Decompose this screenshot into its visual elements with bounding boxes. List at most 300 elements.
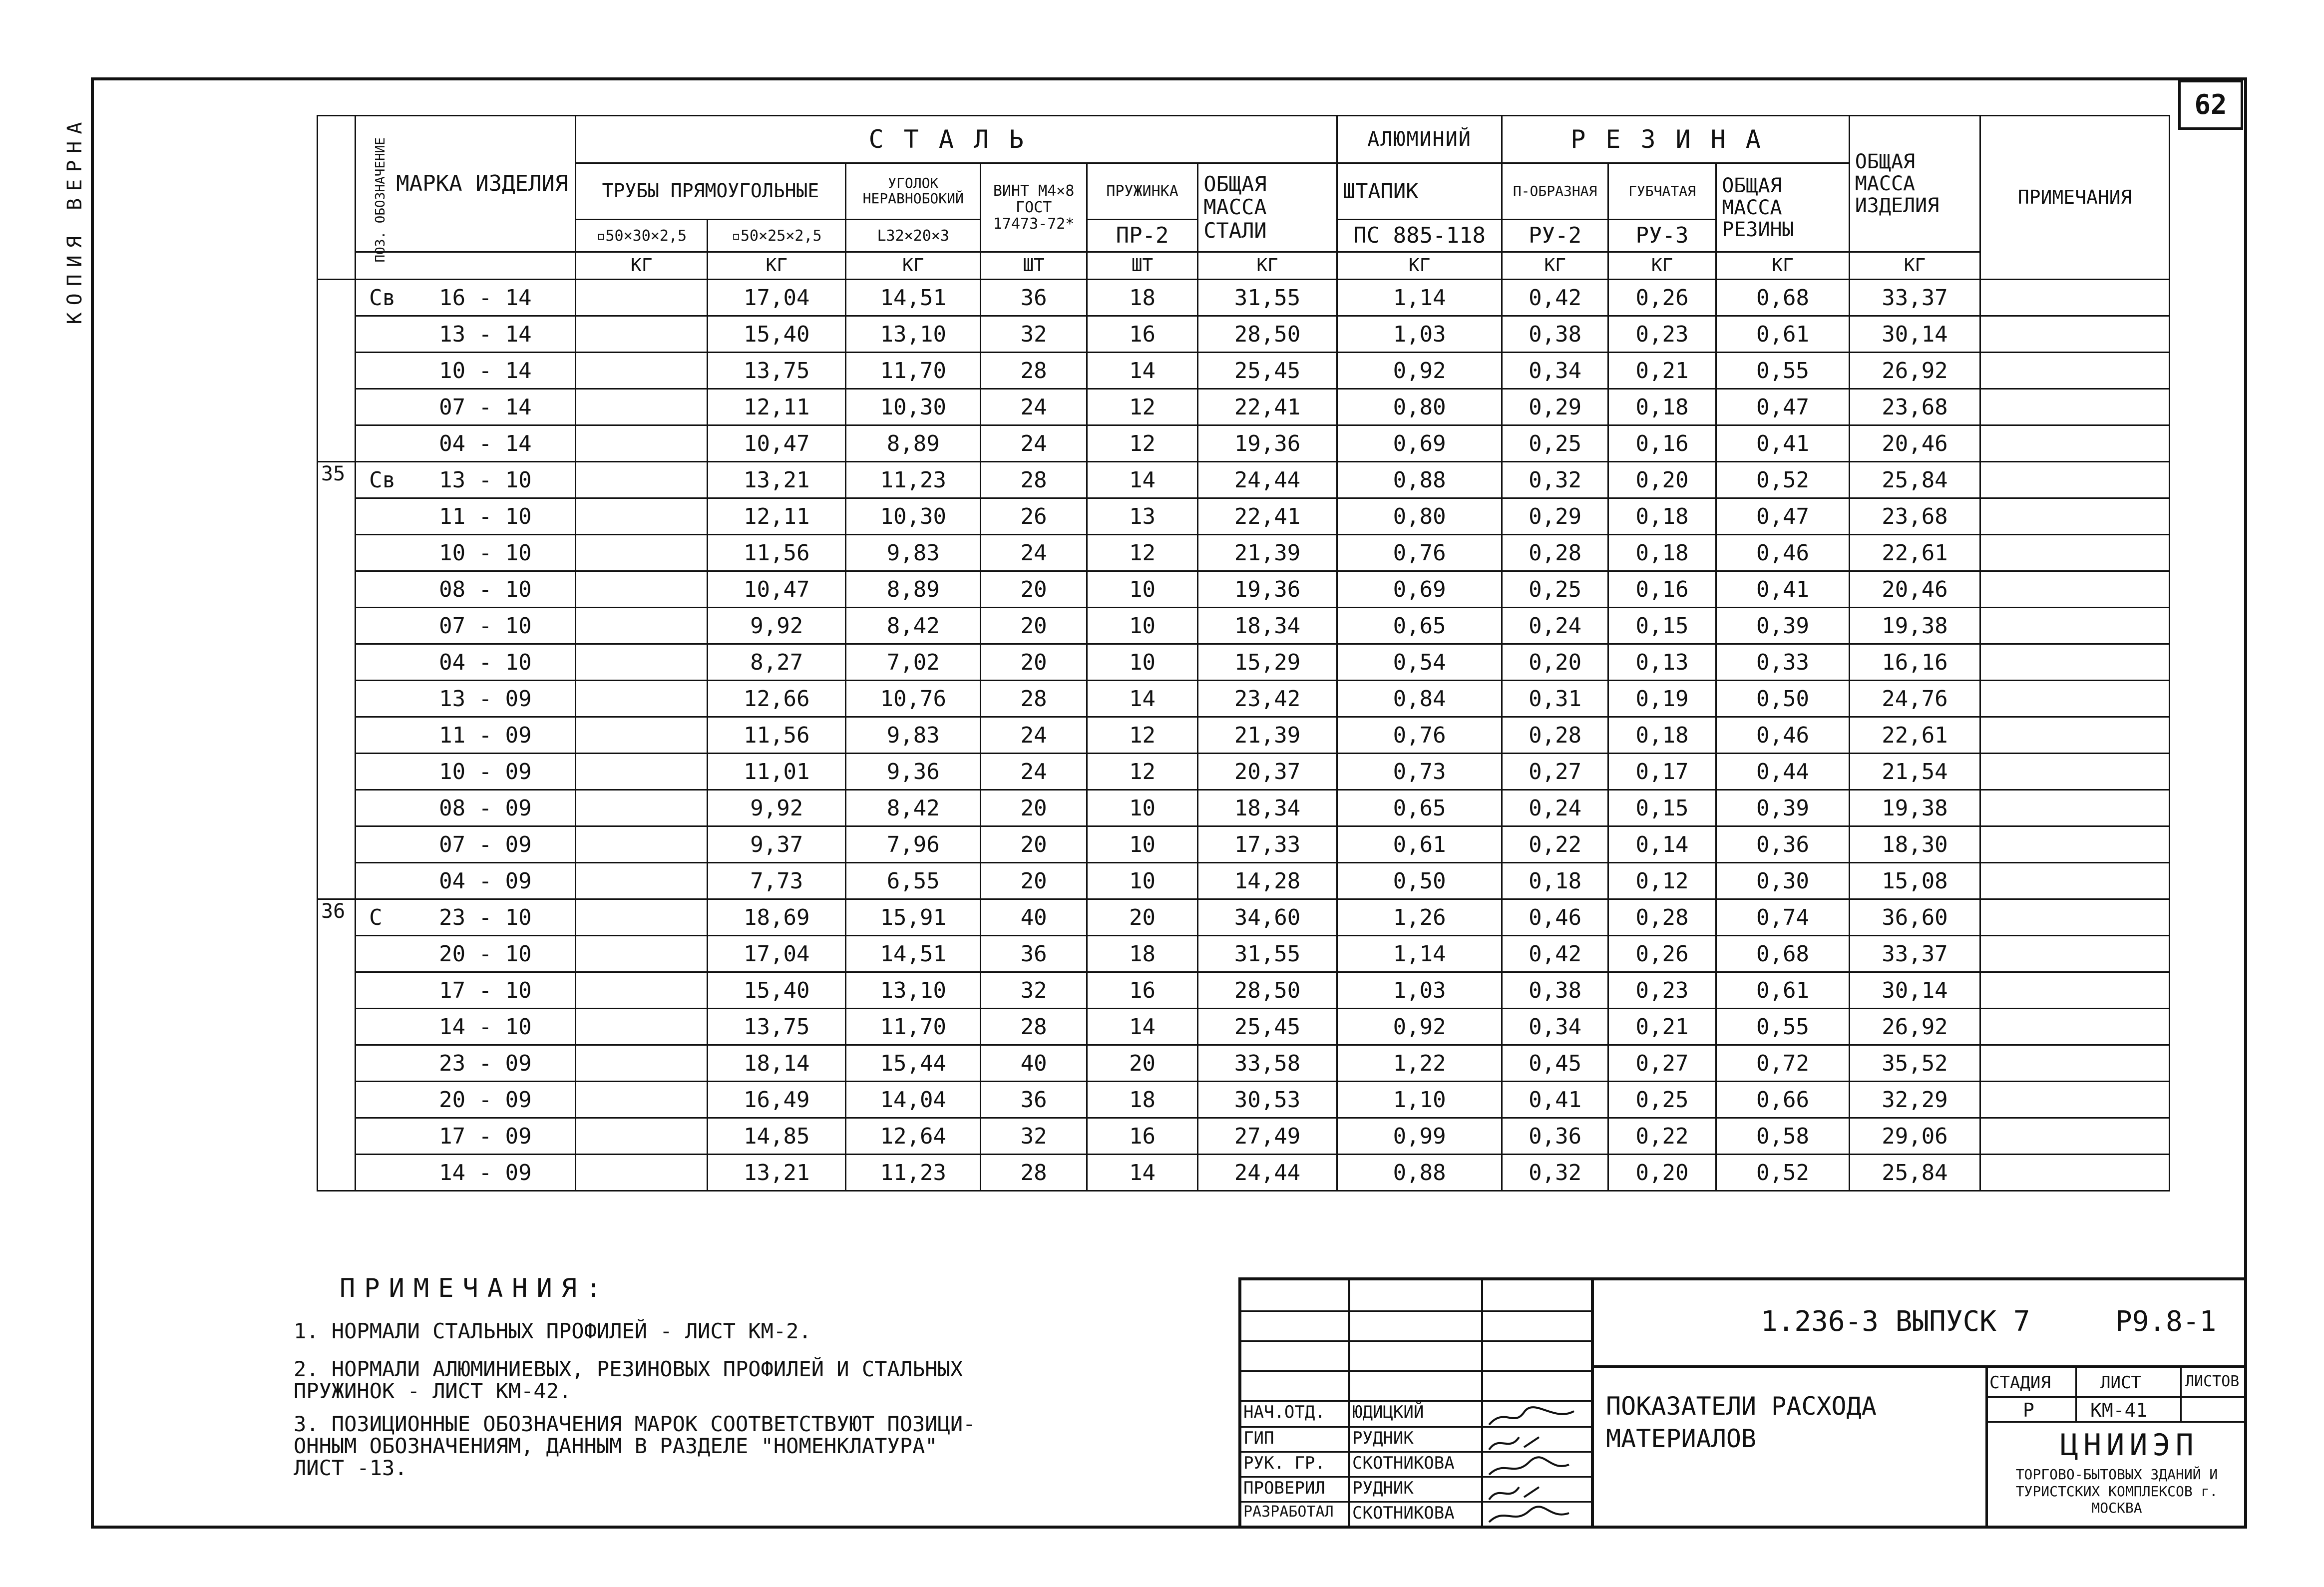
cell-angle: 9,36 (845, 754, 981, 790)
cell-rubber: 0,66 (1716, 1082, 1850, 1118)
cell-rubber: 0,55 (1716, 353, 1850, 389)
cell-alu: 0,69 (1337, 571, 1502, 608)
mark-code: 23 - 09 (439, 1050, 532, 1076)
mark-cell (356, 571, 576, 608)
mark-cell (356, 389, 576, 425)
cell-note (1980, 425, 2170, 462)
cell-total: 20,46 (1849, 425, 1980, 462)
cell-spring: 14 (1087, 1155, 1197, 1191)
cell-p1 (575, 936, 707, 972)
table-row (318, 681, 2170, 717)
mark-cell (356, 717, 576, 754)
cell-note (1980, 717, 2170, 754)
cell-spring: 16 (1087, 1118, 1197, 1155)
cell-note (1980, 972, 2170, 1009)
cell-spring: 16 (1087, 972, 1197, 1009)
doc-code: 1.236-3 ВЫПУСК 7 (1761, 1305, 2030, 1338)
sheet-label: ЛИСТ (2100, 1373, 2141, 1393)
cell-rubber: 0,50 (1716, 681, 1850, 717)
cell-rubber: 0,44 (1716, 754, 1850, 790)
unit: КГ (708, 252, 846, 280)
materials-table (317, 115, 2170, 1191)
cell-screw: 24 (981, 754, 1087, 790)
mark-code: 13 - 14 (439, 321, 532, 347)
cell-rubber: 0,30 (1716, 863, 1850, 899)
mark-cell (356, 316, 576, 353)
table-row (318, 280, 2170, 316)
cell-rubber: 0,36 (1716, 826, 1850, 863)
cell-alu: 0,76 (1337, 535, 1502, 571)
cell-ru2: 0,24 (1502, 608, 1608, 644)
cell-total: 18,30 (1849, 826, 1980, 863)
cell-screw: 28 (981, 681, 1087, 717)
mark-code: 07 - 14 (439, 394, 532, 420)
cell-ru3: 0,18 (1608, 389, 1716, 425)
name-group-lead: СКОТНИКОВА (1352, 1453, 1455, 1473)
org-name: ЦНИИЭП (2060, 1428, 2199, 1463)
stage-label: СТАДИЯ (1989, 1373, 2051, 1393)
cell-ru2: 0,22 (1502, 826, 1608, 863)
angle-size: L32×20×3 (845, 220, 981, 252)
cell-p1 (575, 1009, 707, 1045)
cell-ru2: 0,29 (1502, 498, 1608, 535)
cell-note (1980, 316, 2170, 353)
mark-code: 16 - 14 (439, 285, 532, 311)
note-item: 1. НОРМАЛИ СТАЛЬНЫХ ПРОФИЛЕЙ - ЛИСТ КМ-2. (294, 1319, 811, 1343)
cell-p2: 12,11 (708, 389, 846, 425)
cell-alu: 0,80 (1337, 389, 1502, 425)
cell-ru2: 0,18 (1502, 863, 1608, 899)
cell-p2: 15,40 (708, 972, 846, 1009)
cell-spring: 12 (1087, 389, 1197, 425)
cell-screw: 26 (981, 498, 1087, 535)
cell-p1 (575, 826, 707, 863)
cell-rubber: 0,39 (1716, 608, 1850, 644)
name-checked: РУДНИК (1352, 1478, 1414, 1498)
cell-steel: 18,34 (1198, 790, 1337, 826)
cell-angle: 10,30 (845, 389, 981, 425)
cell-total: 21,54 (1849, 754, 1980, 790)
cell-alu: 0,76 (1337, 717, 1502, 754)
cell-ru2: 0,42 (1502, 936, 1608, 972)
role-checked: ПРОВЕРИЛ (1243, 1478, 1325, 1498)
cell-p2: 12,66 (708, 681, 846, 717)
cell-total: 33,37 (1849, 280, 1980, 316)
cell-spring: 12 (1087, 717, 1197, 754)
cell-p2: 18,69 (708, 899, 846, 936)
cell-p2: 17,04 (708, 936, 846, 972)
mark-code: 08 - 09 (439, 795, 532, 821)
cell-p2: 9,92 (708, 608, 846, 644)
cell-spring: 12 (1087, 535, 1197, 571)
cell-screw: 24 (981, 717, 1087, 754)
cell-ru2: 0,29 (1502, 389, 1608, 425)
cell-steel: 23,42 (1198, 681, 1337, 717)
table-row (318, 936, 2170, 972)
cell-rubber: 0,41 (1716, 571, 1850, 608)
cell-ru3: 0,15 (1608, 608, 1716, 644)
table-row (318, 316, 2170, 353)
mark-prefix: С (369, 904, 383, 930)
mark-code: 17 - 09 (439, 1123, 532, 1149)
mark-cell (356, 1045, 576, 1082)
cell-ru3: 0,15 (1608, 790, 1716, 826)
unit: КГ (1608, 252, 1716, 280)
cell-spring: 10 (1087, 571, 1197, 608)
p-profile-header: П-ОБРАЗНАЯ (1502, 163, 1608, 220)
cell-spring: 20 (1087, 1045, 1197, 1082)
pipe1-size: ▫50×30×2,5 (575, 220, 707, 252)
mark-code: 04 - 10 (439, 649, 532, 675)
cell-p2: 15,40 (708, 316, 846, 353)
sheet-number: 62 (2178, 80, 2243, 130)
bead-header: ШТАПИК (1337, 163, 1502, 220)
cell-angle: 15,91 (845, 899, 981, 936)
cell-note (1980, 754, 2170, 790)
cell-ru2: 0,28 (1502, 717, 1608, 754)
cell-spring: 18 (1087, 936, 1197, 972)
cell-angle: 10,30 (845, 498, 981, 535)
mark-code: 10 - 10 (439, 540, 532, 566)
cell-steel: 24,44 (1198, 1155, 1337, 1191)
cell-p2: 13,21 (708, 1155, 846, 1191)
cell-ru2: 0,38 (1502, 972, 1608, 1009)
cell-steel: 30,53 (1198, 1082, 1337, 1118)
role-gip: ГИП (1243, 1428, 1274, 1448)
cell-note (1980, 462, 2170, 498)
cell-screw: 24 (981, 535, 1087, 571)
cell-p2: 11,56 (708, 717, 846, 754)
mark-cell (356, 425, 576, 462)
cell-angle: 7,96 (845, 826, 981, 863)
cell-note (1980, 1155, 2170, 1191)
copy-verified-stamp: КОПИЯ ВЕРНА (63, 115, 86, 325)
cell-steel: 21,39 (1198, 717, 1337, 754)
total-mass-header: ОБЩАЯ МАССА ИЗДЕЛИЯ (1849, 116, 1980, 252)
mark-cell (356, 1118, 576, 1155)
cell-note (1980, 863, 2170, 899)
pos-cell (318, 280, 356, 462)
cell-spring: 14 (1087, 1009, 1197, 1045)
cell-p2: 14,85 (708, 1118, 846, 1155)
cell-angle: 11,23 (845, 462, 981, 498)
cell-alu: 0,80 (1337, 498, 1502, 535)
mark-cell (356, 754, 576, 790)
cell-screw: 28 (981, 462, 1087, 498)
sheet-value: КМ-41 (2090, 1399, 2148, 1421)
cell-angle: 14,04 (845, 1082, 981, 1118)
cell-p2: 9,37 (708, 826, 846, 863)
cell-alu: 0,92 (1337, 1009, 1502, 1045)
mark-cell (356, 535, 576, 571)
cell-angle: 8,89 (845, 425, 981, 462)
mark-header: МАРКА ИЗДЕЛИЯ (356, 116, 576, 252)
mark-code: 20 - 10 (439, 941, 532, 967)
cell-ru3: 0,20 (1608, 1155, 1716, 1191)
cell-total: 36,60 (1849, 899, 1980, 936)
cell-p1 (575, 316, 707, 353)
cell-steel: 25,45 (1198, 353, 1337, 389)
cell-angle: 8,42 (845, 790, 981, 826)
cell-ru3: 0,26 (1608, 936, 1716, 972)
cell-alu: 0,69 (1337, 425, 1502, 462)
pipe2-size: ▫50×25×2,5 (708, 220, 846, 252)
cell-total: 23,68 (1849, 389, 1980, 425)
spring-header: ПРУЖИНКА (1087, 163, 1197, 220)
cell-angle: 8,89 (845, 571, 981, 608)
mark-cell (356, 280, 576, 316)
mark-cell (356, 936, 576, 972)
unit: ШТ (981, 252, 1087, 280)
cell-ru2: 0,27 (1502, 754, 1608, 790)
cell-angle: 11,23 (845, 1155, 981, 1191)
table-row (318, 1009, 2170, 1045)
cell-ru2: 0,24 (1502, 790, 1608, 826)
cell-angle: 11,70 (845, 1009, 981, 1045)
role-developed: РАЗРАБОТАЛ (1243, 1503, 1334, 1521)
cell-p2: 10,47 (708, 571, 846, 608)
cell-p1 (575, 717, 707, 754)
cell-p1 (575, 1045, 707, 1082)
cell-alu: 0,73 (1337, 754, 1502, 790)
cell-steel: 31,55 (1198, 280, 1337, 316)
mark-code: 08 - 10 (439, 576, 532, 602)
pipes-header: ТРУБЫ ПРЯМОУГОЛЬНЫЕ (575, 163, 845, 220)
cell-note (1980, 280, 2170, 316)
mark-cell (356, 498, 576, 535)
cell-screw: 20 (981, 644, 1087, 681)
table-row (318, 972, 2170, 1009)
cell-screw: 28 (981, 1155, 1087, 1191)
unit: КГ (845, 252, 981, 280)
cell-ru3: 0,21 (1608, 1009, 1716, 1045)
cell-p1 (575, 1082, 707, 1118)
unit: КГ (1337, 252, 1502, 280)
cell-rubber: 0,68 (1716, 280, 1850, 316)
name-gip: РУДНИК (1352, 1428, 1414, 1448)
cell-ru3: 0,18 (1608, 535, 1716, 571)
cell-total: 19,38 (1849, 608, 1980, 644)
sheets-label: ЛИСТОВ (2185, 1373, 2240, 1390)
cell-ru3: 0,28 (1608, 899, 1716, 936)
cell-spring: 18 (1087, 1082, 1197, 1118)
table-row (318, 717, 2170, 754)
table-row (318, 1155, 2170, 1191)
notes-title: ПРИМЕЧАНИЯ: (340, 1273, 611, 1303)
spring-code: ПР-2 (1087, 220, 1197, 252)
cell-note (1980, 790, 2170, 826)
mark-code: 14 - 09 (439, 1160, 532, 1186)
cell-steel: 14,28 (1198, 863, 1337, 899)
cell-screw: 40 (981, 899, 1087, 936)
cell-steel: 27,49 (1198, 1118, 1337, 1155)
cell-p1 (575, 353, 707, 389)
cell-ru3: 0,25 (1608, 1082, 1716, 1118)
mark-cell (356, 608, 576, 644)
cell-total: 23,68 (1849, 498, 1980, 535)
cell-p1 (575, 462, 707, 498)
note-item: 2. НОРМАЛИ АЛЮМИНИЕВЫХ, РЕЗИНОВЫХ ПРОФИЛЕЙ И СТАЛЬНЫХ ПРУЖИНОК - ЛИСТ КМ-42. (294, 1357, 963, 1404)
cell-spring: 10 (1087, 608, 1197, 644)
rubber-group-header: РЕЗИНА (1502, 116, 1849, 163)
table-row (318, 1082, 2170, 1118)
cell-ru2: 0,31 (1502, 681, 1608, 717)
cell-screw: 36 (981, 280, 1087, 316)
p-profile-code: РУ-2 (1502, 220, 1608, 252)
pos-cell: 36 (318, 899, 356, 1191)
cell-steel: 28,50 (1198, 972, 1337, 1009)
mark-code: 17 - 10 (439, 977, 532, 1003)
cell-alu: 1,14 (1337, 280, 1502, 316)
cell-rubber: 0,55 (1716, 1009, 1850, 1045)
cell-p1 (575, 644, 707, 681)
mark-cell (356, 462, 576, 498)
cell-rubber: 0,72 (1716, 1045, 1850, 1082)
steel-total-header: ОБЩАЯ МАССА СТАЛИ (1198, 163, 1337, 252)
table-row (318, 1118, 2170, 1155)
cell-p1 (575, 608, 707, 644)
mark-cell (356, 353, 576, 389)
table-row (318, 790, 2170, 826)
name-head-dept: ЮДИЦКИЙ (1352, 1402, 1424, 1422)
cell-alu: 0,65 (1337, 790, 1502, 826)
mark-cell (356, 644, 576, 681)
cell-screw: 32 (981, 972, 1087, 1009)
unit: КГ (1716, 252, 1850, 280)
cell-rubber: 0,47 (1716, 498, 1850, 535)
cell-steel: 19,36 (1198, 425, 1337, 462)
cell-ru3: 0,27 (1608, 1045, 1716, 1082)
cell-screw: 32 (981, 1118, 1087, 1155)
cell-ru2: 0,36 (1502, 1118, 1608, 1155)
cell-p1 (575, 535, 707, 571)
cell-p2: 8,27 (708, 644, 846, 681)
cell-total: 26,92 (1849, 353, 1980, 389)
screw-header: ВИНТ М4×8 ГОСТ 17473-72* (981, 163, 1087, 252)
cell-ru2: 0,34 (1502, 353, 1608, 389)
cell-total: 19,38 (1849, 790, 1980, 826)
cell-angle: 6,55 (845, 863, 981, 899)
cell-p2: 17,04 (708, 280, 846, 316)
cell-ru2: 0,45 (1502, 1045, 1608, 1082)
role-head-dept: НАЧ.ОТД. (1243, 1402, 1325, 1422)
cell-p2: 13,75 (708, 1009, 846, 1045)
cell-note (1980, 681, 2170, 717)
cell-ru3: 0,21 (1608, 353, 1716, 389)
cell-ru2: 0,38 (1502, 316, 1608, 353)
cell-p1 (575, 425, 707, 462)
cell-spring: 10 (1087, 826, 1197, 863)
bead-code: ПС 885-118 (1337, 220, 1502, 252)
cell-rubber: 0,68 (1716, 936, 1850, 972)
cell-ru2: 0,32 (1502, 1155, 1608, 1191)
cell-note (1980, 608, 2170, 644)
cell-alu: 0,88 (1337, 462, 1502, 498)
mark-cell (356, 863, 576, 899)
table-row (318, 389, 2170, 425)
cell-angle: 13,10 (845, 972, 981, 1009)
cell-rubber: 0,52 (1716, 1155, 1850, 1191)
rubber-total-header: ОБЩАЯ МАССА РЕЗИНЫ (1716, 163, 1850, 252)
cell-rubber: 0,33 (1716, 644, 1850, 681)
cell-spring: 10 (1087, 863, 1197, 899)
cell-note (1980, 936, 2170, 972)
table-row (318, 425, 2170, 462)
cell-total: 35,52 (1849, 1045, 1980, 1082)
angle-header: УГОЛОК НЕРАВНОБОКИЙ (845, 163, 981, 220)
cell-spring: 12 (1087, 754, 1197, 790)
cell-ru3: 0,13 (1608, 644, 1716, 681)
table-row (318, 571, 2170, 608)
mark-cell (356, 1082, 576, 1118)
cell-rubber: 0,52 (1716, 462, 1850, 498)
cell-note (1980, 1118, 2170, 1155)
cell-ru3: 0,17 (1608, 754, 1716, 790)
cell-spring: 14 (1087, 462, 1197, 498)
cell-screw: 28 (981, 353, 1087, 389)
cell-steel: 22,41 (1198, 389, 1337, 425)
cell-note (1980, 1009, 2170, 1045)
mark-code: 07 - 09 (439, 831, 532, 857)
cell-ru3: 0,23 (1608, 972, 1716, 1009)
cell-rubber: 0,47 (1716, 389, 1850, 425)
cell-ru3: 0,26 (1608, 280, 1716, 316)
cell-steel: 20,37 (1198, 754, 1337, 790)
doc-code-2: Р9.8-1 (2115, 1305, 2217, 1338)
cell-alu: 0,65 (1337, 608, 1502, 644)
cell-steel: 34,60 (1198, 899, 1337, 936)
cell-p2: 12,11 (708, 498, 846, 535)
mark-code: 11 - 09 (439, 722, 532, 748)
title-block (1238, 1277, 2247, 1526)
table-row (318, 826, 2170, 863)
cell-alu: 1,03 (1337, 316, 1502, 353)
cell-screw: 20 (981, 863, 1087, 899)
mark-code: 07 - 10 (439, 613, 532, 639)
cell-rubber: 0,58 (1716, 1118, 1850, 1155)
cell-steel: 22,41 (1198, 498, 1337, 535)
steel-group-header: СТАЛЬ (575, 116, 1337, 163)
unit: ШТ (1087, 252, 1197, 280)
cell-note (1980, 353, 2170, 389)
cell-ru3: 0,20 (1608, 462, 1716, 498)
cell-note (1980, 899, 2170, 936)
mark-code: 14 - 10 (439, 1014, 532, 1040)
name-developed: СКОТНИКОВА (1352, 1503, 1455, 1523)
cell-total: 30,14 (1849, 316, 1980, 353)
cell-screw: 20 (981, 790, 1087, 826)
cell-ru3: 0,22 (1608, 1118, 1716, 1155)
cell-ru2: 0,34 (1502, 1009, 1608, 1045)
cell-steel: 21,39 (1198, 535, 1337, 571)
cell-screw: 24 (981, 389, 1087, 425)
cell-screw: 24 (981, 425, 1087, 462)
cell-ru2: 0,28 (1502, 535, 1608, 571)
cell-ru3: 0,16 (1608, 571, 1716, 608)
cell-angle: 9,83 (845, 535, 981, 571)
cell-ru2: 0,42 (1502, 280, 1608, 316)
cell-rubber: 0,61 (1716, 972, 1850, 1009)
cell-spring: 10 (1087, 790, 1197, 826)
table-row (318, 644, 2170, 681)
table-row (318, 498, 2170, 535)
pos-cell: 35 (318, 462, 356, 899)
cell-steel: 18,34 (1198, 608, 1337, 644)
cell-ru3: 0,12 (1608, 863, 1716, 899)
cell-screw: 40 (981, 1045, 1087, 1082)
mark-prefix: Св (369, 467, 396, 493)
cell-ru2: 0,41 (1502, 1082, 1608, 1118)
